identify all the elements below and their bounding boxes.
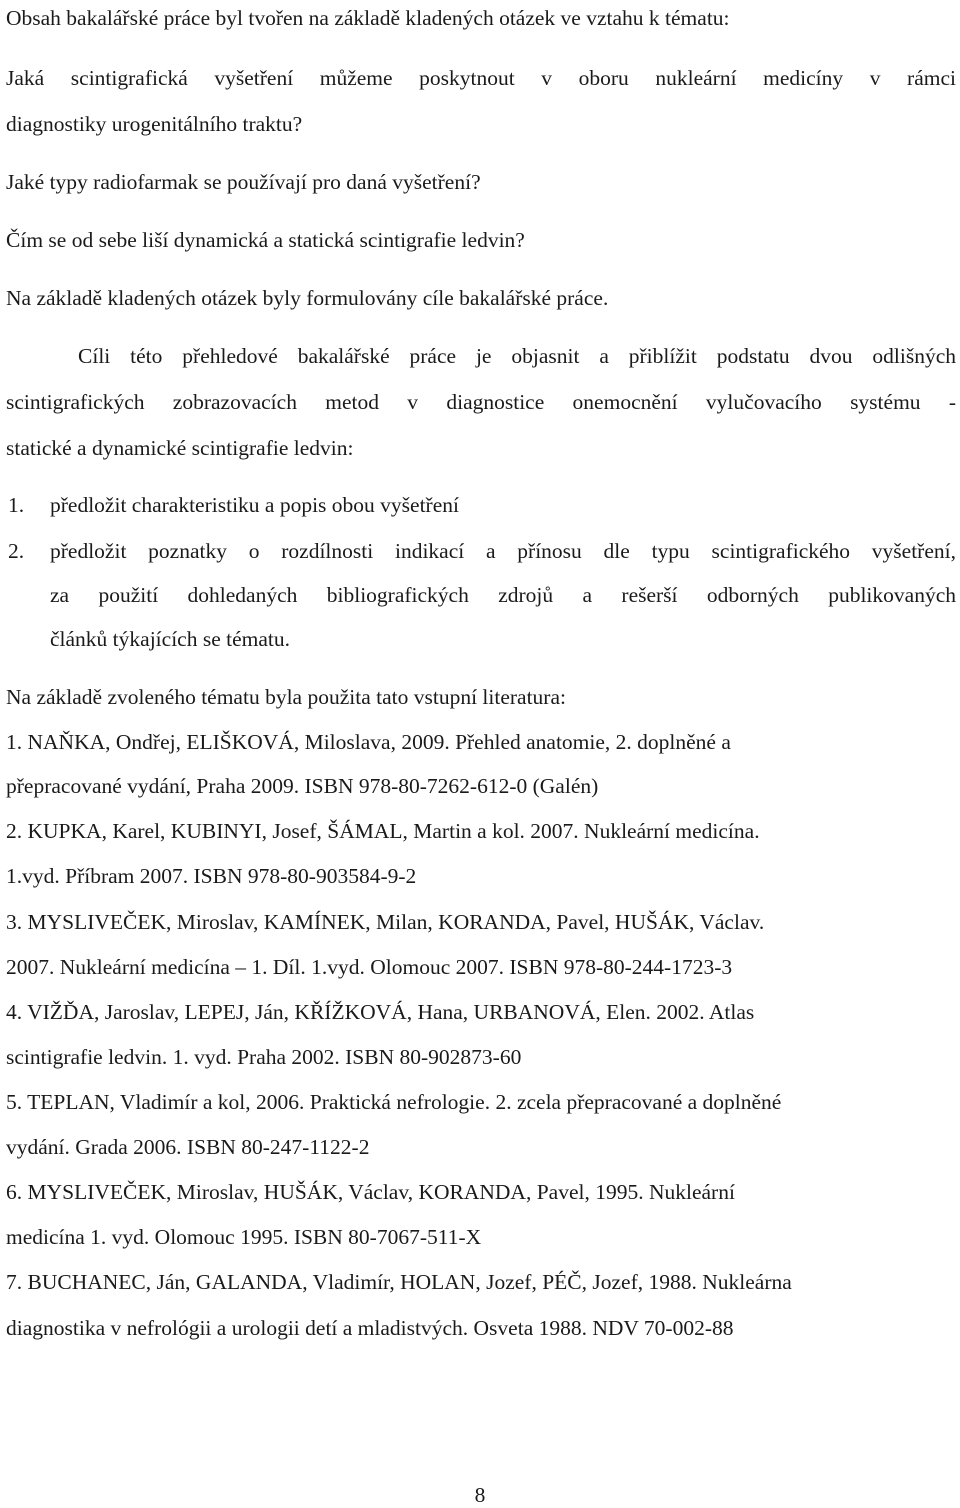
reference-5-line-1: 5. TEPLAN, Vladimír a kol, 2006. Praktická nefrologie. 2. zcela přepracované a doplněné: [6, 1090, 782, 1114]
question-1-line-1: Jaká scintigrafická vyšetření můžeme poskytnout v oboru nukleární medicíny v rámci: [6, 66, 956, 90]
reference-5-line-2: vydání. Grada 2006. ISBN 80-247-1122-2: [6, 1135, 370, 1159]
goal-2-line-1: předložit poznatky o rozdílnosti indikací a přínosu dle typu scintigrafického vyšetření,: [50, 539, 956, 563]
question-1-line-2: diagnostiky urogenitálního traktu?: [6, 112, 303, 136]
question-2: Jaké typy radiofarmak se používají pro daná vyšetření?: [6, 170, 481, 194]
goal-1-text: předložit charakteristiku a popis obou vyšetření: [50, 493, 459, 517]
reference-2-line-1: 2. KUPKA, Karel, KUBINYI, Josef, ŠÁMAL, Martin a kol. 2007. Nukleární medicína.: [6, 819, 760, 843]
reference-1-line-2: přepracované vydání, Praha 2009. ISBN 978-80-7262-612-0 (Galén): [6, 774, 599, 798]
reference-4-line-2: scintigrafie ledvin. 1. vyd. Praha 2002. ISBN 80-902873-60: [6, 1045, 522, 1069]
reference-4-line-1: 4. VIŽĎA, Jaroslav, LEPEJ, Ján, KŘÍŽKOVÁ, Hana, URBANOVÁ, Elen. 2002. Atlas: [6, 1000, 755, 1024]
goals-paragraph-line-2: scintigrafických zobrazovacích metod v diagnostice onemocnění vylučovacího systému -: [6, 390, 956, 414]
goal-2-number: 2.: [8, 539, 25, 563]
reference-1-line-1: 1. NAŇKA, Ondřej, ELIŠKOVÁ, Miloslava, 2009. Přehled anatomie, 2. doplněné a: [6, 730, 731, 754]
reference-6-line-1: 6. MYSLIVEČEK, Miroslav, HUŠÁK, Václav, KORANDA, Pavel, 1995. Nukleární: [6, 1180, 735, 1204]
goal-2-line-3: článků týkajících se tématu.: [50, 627, 290, 651]
reference-3-line-2: 2007. Nukleární medicína – 1. Díl. 1.vyd. Olomouc 2007. ISBN 978-80-244-1723-3: [6, 955, 733, 979]
goals-intro: Na základě kladených otázek byly formulovány cíle bakalářské práce.: [6, 286, 609, 310]
goals-paragraph-line-3: statické a dynamické scintigrafie ledvin:: [6, 436, 354, 460]
literature-intro: Na základě zvoleného tématu byla použita tato vstupní literatura:: [6, 685, 566, 709]
goal-2-line-2: za použití dohledaných bibliografických zdrojů a rešerší odborných publikovaných: [50, 583, 956, 607]
reference-3-line-1: 3. MYSLIVEČEK, Miroslav, KAMÍNEK, Milan, KORANDA, Pavel, HUŠÁK, Václav.: [6, 910, 765, 934]
goal-1-number: 1.: [8, 493, 25, 517]
intro-text: Obsah bakalářské práce byl tvořen na základě kladených otázek ve vztahu k tématu:: [6, 6, 730, 30]
goals-paragraph-line-1: Cíli této přehledové bakalářské práce je objasnit a přiblížit podstatu dvou odlišných: [78, 344, 956, 368]
question-3: Čím se od sebe liší dynamická a statická scintigrafie ledvin?: [6, 228, 525, 252]
reference-7-line-2: diagnostika v nefrológii a urologii detí a mladistvých. Osveta 1988. NDV 70-002-88: [6, 1316, 734, 1340]
reference-2-line-2: 1.vyd. Příbram 2007. ISBN 978-80-903584-9-2: [6, 864, 417, 888]
reference-6-line-2: medicína 1. vyd. Olomouc 1995. ISBN 80-7067-511-X: [6, 1225, 482, 1249]
page-number: 8: [474, 1483, 486, 1507]
reference-7-line-1: 7. BUCHANEC, Ján, GALANDA, Vladimír, HOLAN, Jozef, PÉČ, Jozef, 1988. Nukleárna: [6, 1270, 792, 1294]
